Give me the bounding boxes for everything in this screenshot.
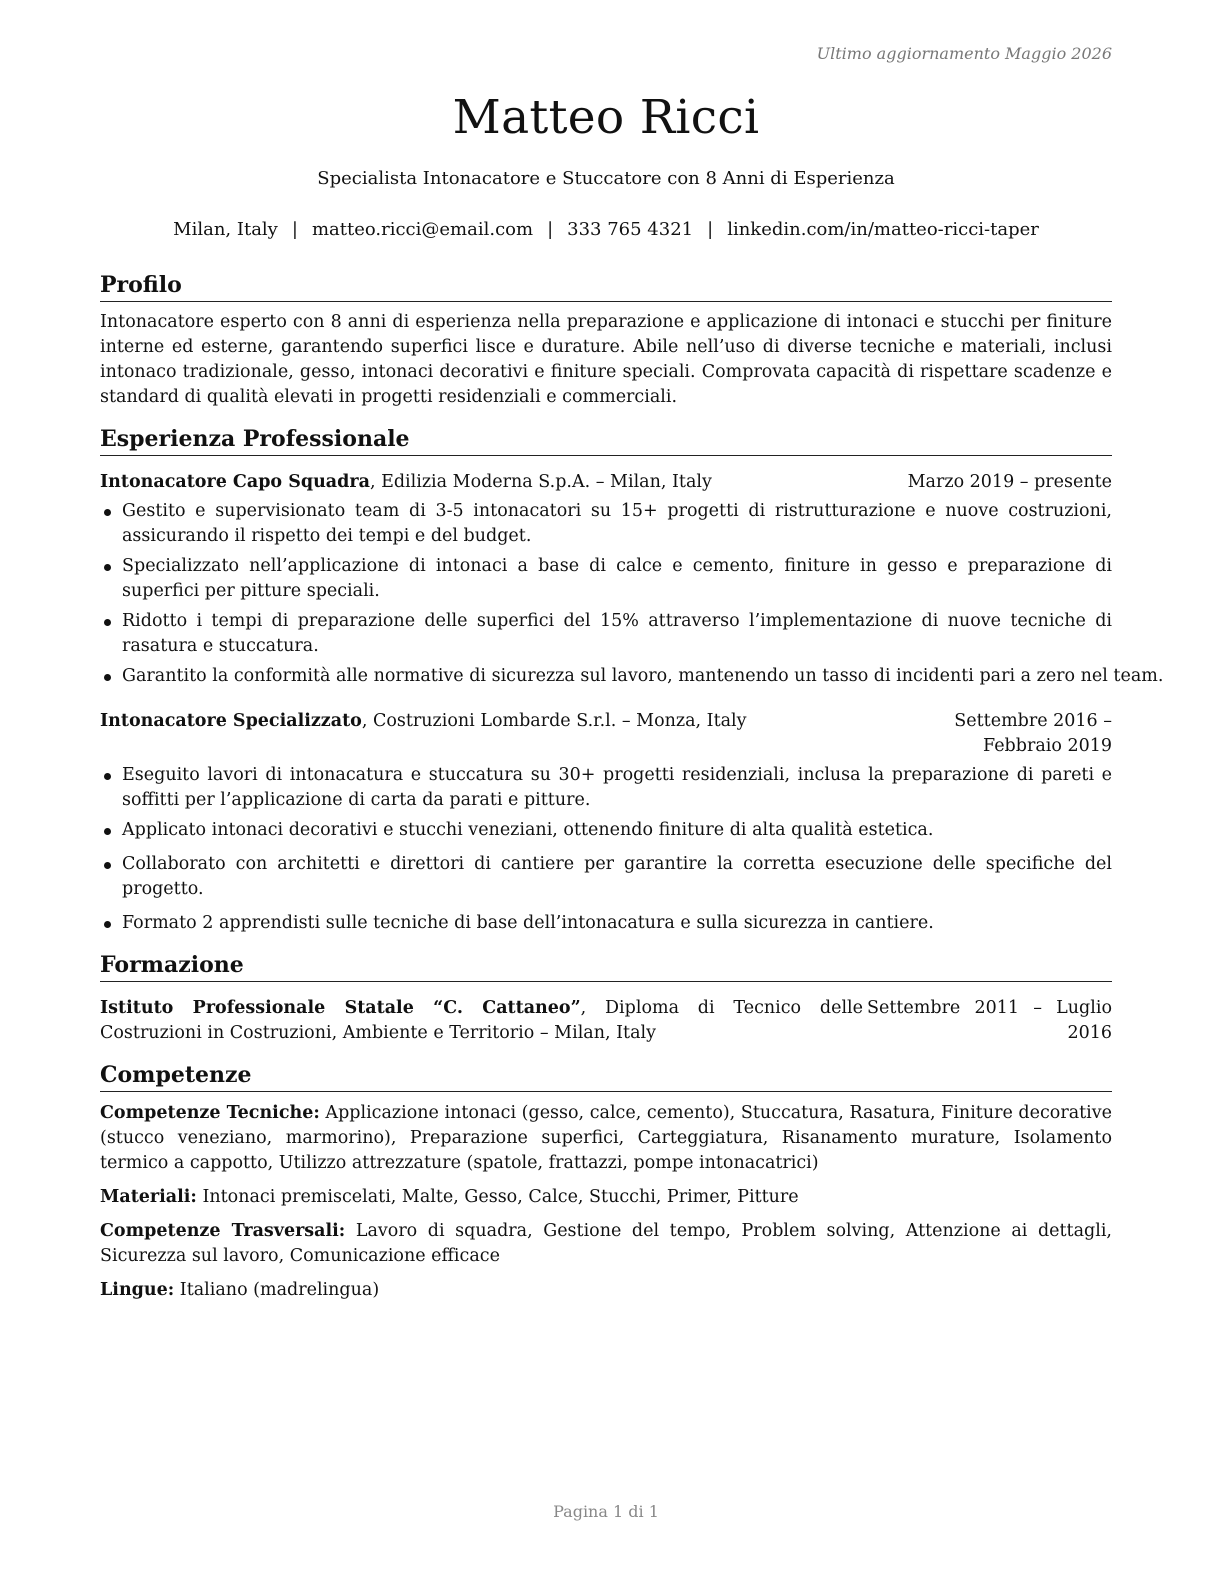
tagline: Specialista Intonacatore e Stuccatore con 8 Anni di Esperienza: [317, 168, 895, 189]
section-title-education: Formazione: [100, 950, 1112, 982]
profile-section: [100, 270, 1112, 410]
resume-page: [100, 0, 1164, 1584]
skill-row: [100, 1101, 1112, 1176]
bullet-item: Ridotto i tempi di preparazione delle superfici del 15% attraverso l’implementazione di nuove tecniche di rasatura e stuccatura.: [100, 609, 1112, 659]
contact-location: Milan, Italy: [173, 219, 278, 240]
section-title-skills: Competenze: [100, 1060, 1112, 1092]
bullet-item: Garantito la conformità alle normative di sicurezza sul lavoro, mantenendo un tasso di incidenti pari a zero nel team.: [100, 664, 1112, 689]
skill-label: Competenze Tecniche:: [100, 1103, 320, 1123]
skill-value: Lavoro di squadra, Gestione del tempo, Problem solving, Attenzione ai dettagli, Sicurezza sul lavoro, Comunicazione efficace: [100, 1221, 1112, 1266]
page-number: Pagina 1 di 1: [553, 1502, 659, 1521]
job-entry: [100, 470, 1164, 689]
contact-linkedin[interactable]: linkedin.com/in/matteo-ricci-taper: [727, 219, 1039, 240]
last-updated: Ultimo aggiornamento Maggio 2026: [816, 44, 1112, 63]
skill-value: Italiano (madrelingua): [174, 1280, 380, 1300]
bullet-item: Gestito e supervisionato team di 3-5 intonacatori su 15+ progetti di ristrutturazione e nuove costruzioni, assicurando il rispetto dei tempi e del budget.: [100, 499, 1112, 549]
skill-label: Lingue:: [100, 1280, 175, 1300]
education-dates: [867, 996, 1112, 1046]
skill-row: [100, 1185, 1112, 1210]
resume-content: [100, 270, 1164, 1317]
contact-email[interactable]: matteo.ricci@email.com: [311, 219, 534, 240]
bullet-item: Specializzato nell’applicazione di intonaci a base di calce e cemento, finiture in gesso e preparazione di superfici per pitture speciali.: [100, 554, 1112, 604]
section-title-profile: Profilo: [100, 270, 1112, 302]
job-header: [100, 470, 1112, 495]
job-bullets: [100, 499, 1164, 689]
education-section: [100, 950, 1112, 1046]
candidate-name: Matteo Ricci: [452, 90, 760, 145]
contact-phone[interactable]: 333 765 4321: [567, 219, 694, 240]
job-bullets: [100, 763, 1112, 936]
contact-separator: |: [291, 219, 298, 240]
job-company: , Edilizia Moderna S.p.A. – Milan, Italy: [369, 472, 712, 492]
education-dates-line1: Settembre 2011 – Luglio: [867, 998, 1112, 1018]
education-school: Istituto Professionale Statale “C. Cattaneo”: [100, 998, 581, 1018]
skill-row: [100, 1278, 1112, 1303]
job-dates: Settembre 2016 – Febbraio 2019: [954, 711, 1112, 756]
job-role: Intonacatore Capo Squadra: [100, 472, 370, 492]
bullet-item: Collaborato con architetti e direttori di cantiere per garantire la corretta esecuzione delle specifiche del progetto.: [100, 852, 1112, 902]
skill-value: Applicazione intonaci (gesso, calce, cemento), Stuccatura, Rasatura, Finiture decorative (stucco veneziano, marmorino), Preparazione superfici, Carteggiatura, Risanamento murature, Isolamento termico a cappotto, Utilizzo attrezzature (spatole, frattazzi, pompe intonacatrici): [100, 1103, 1113, 1173]
contact-line: [100, 219, 1112, 240]
bullet-item: Applicato intonaci decorativi e stucchi veneziani, ottenendo finiture di alta qualità estetica.: [100, 818, 1112, 843]
contact-separator: |: [547, 219, 554, 240]
education-dates-line2: 2016: [1067, 1023, 1112, 1043]
education-degree: , Diploma di Tecnico delle Costruzioni in Costruzioni, Ambiente e Territorio – Milan, Italy: [100, 998, 863, 1043]
skill-row: [100, 1219, 1112, 1269]
profile-text: Intonacatore esperto con 8 anni di esperienza nella preparazione e applicazione di intonaci e stucchi per finiture interne ed esterne, garantendo superfici lisce e durature. Abile nell’uso di diverse tecniche e materiali, inclusi intonaco tradizionale, gesso, intonaci decorativi e finiture speciali. Comprovata capacità di rispettare scadenze e standard di qualità elevati in progetti residenziali e commerciali.: [100, 312, 1112, 407]
contact-separator: |: [707, 219, 714, 240]
job-role: Intonacatore Specializzato: [100, 711, 362, 731]
education-entry: [100, 996, 1112, 1046]
skill-label: Competenze Trasversali:: [100, 1221, 346, 1241]
job-company: , Costruzioni Lombarde S.r.l. – Monza, Italy: [361, 711, 747, 731]
skill-value: Intonaci premiscelati, Malte, Gesso, Calce, Stucchi, Primer, Pitture: [196, 1187, 799, 1207]
experience-section: [100, 424, 1164, 936]
job-header: [100, 709, 1112, 759]
section-title-experience: Esperienza Professionale: [100, 424, 1112, 456]
skills-section: [100, 1060, 1112, 1303]
bullet-item: Formato 2 apprendisti sulle tecniche di base dell’intonacatura e sulla sicurezza in cantiere.: [100, 911, 1112, 936]
job-dates: Marzo 2019 – presente: [907, 472, 1112, 492]
skill-label: Materiali:: [100, 1187, 197, 1207]
job-entry: [100, 709, 1112, 936]
bullet-item: Eseguito lavori di intonacatura e stuccatura su 30+ progetti residenziali, inclusa la preparazione di pareti e soffitti per l’applicazione di carta da parati e pitture.: [100, 763, 1112, 813]
